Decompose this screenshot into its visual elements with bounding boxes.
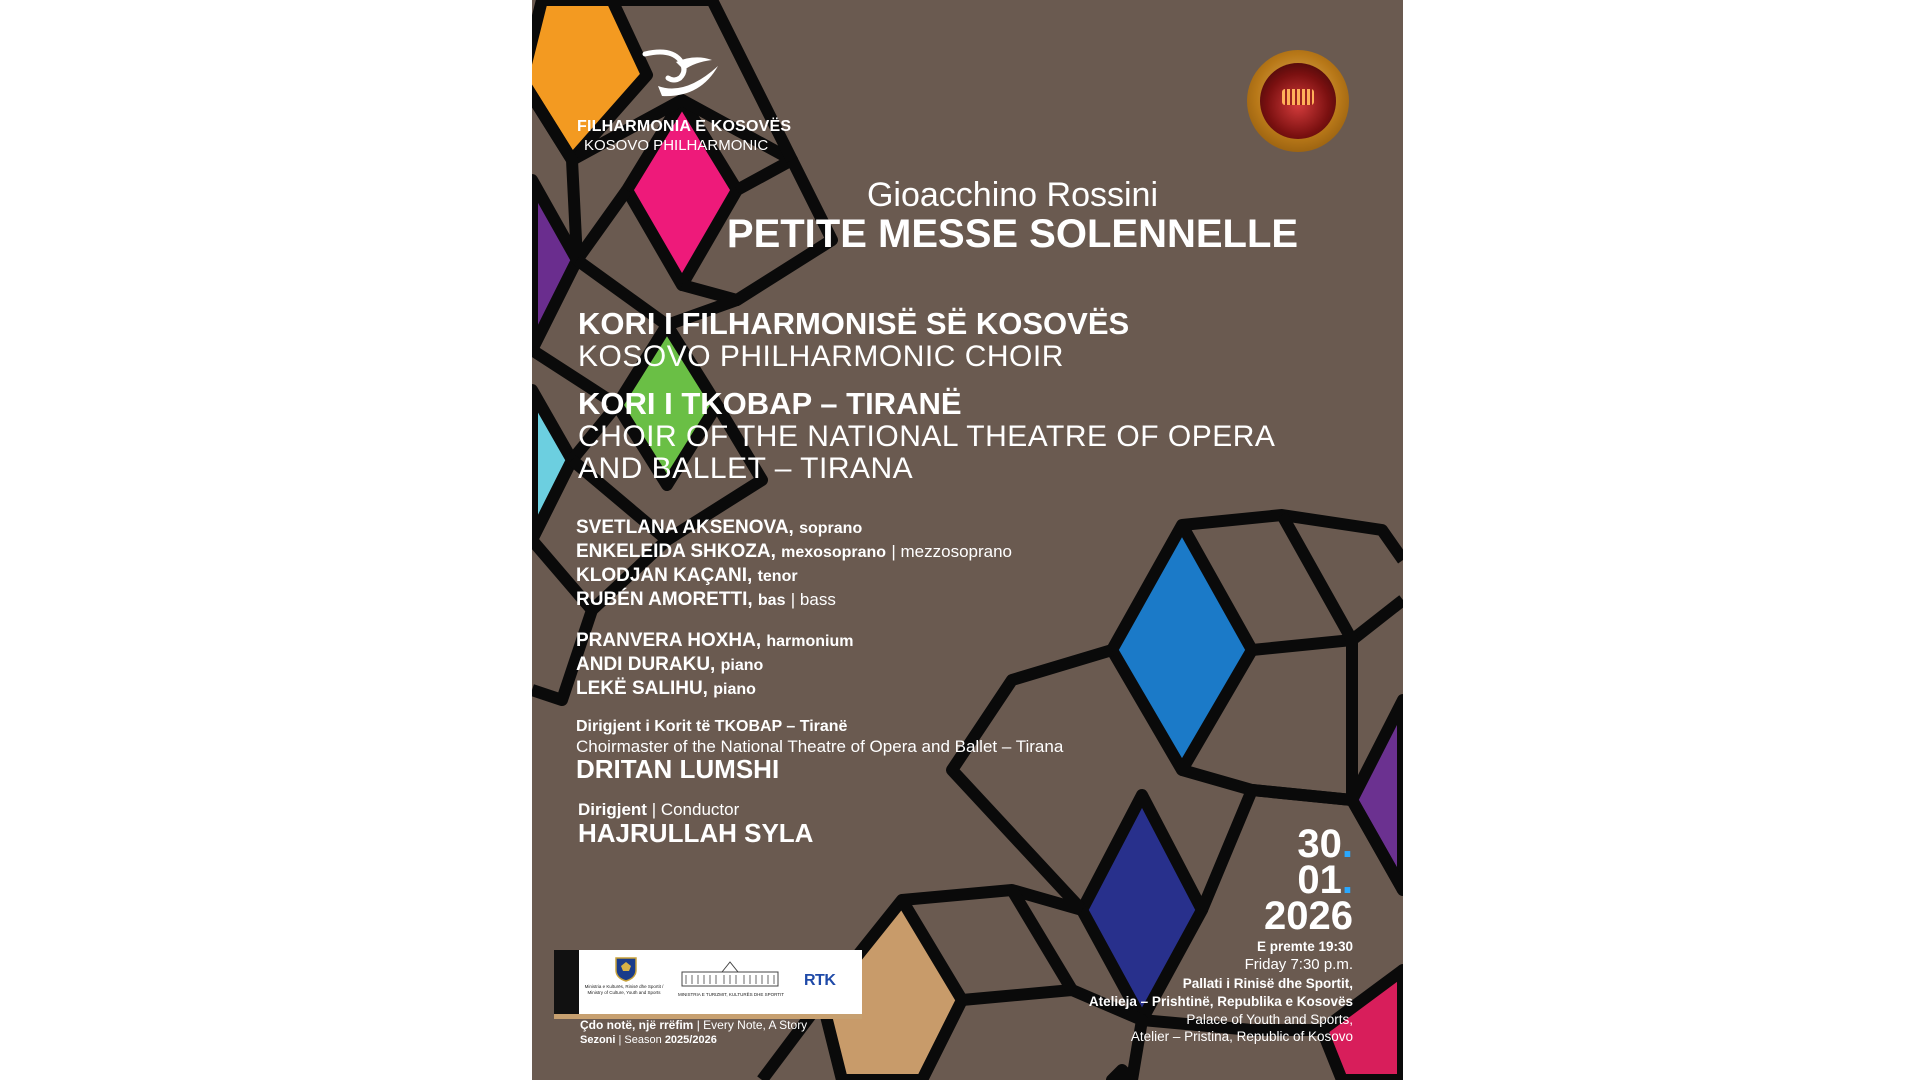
instrumentalist-role: piano bbox=[720, 657, 764, 674]
choir-1-name-sq: KORI I FILHARMONISË SË KOSOVËS bbox=[578, 306, 1130, 341]
cube-facet-violet bbox=[1352, 700, 1403, 890]
event-day-value: 30 bbox=[1297, 822, 1342, 866]
venue-sq-line1: Pallati i Rinisë dhe Sportit, bbox=[1182, 976, 1353, 991]
soloist-role: bas bbox=[757, 592, 786, 609]
instrumentalist-row bbox=[576, 654, 763, 676]
instrumentalist-name: LEKË SALIHU, bbox=[576, 678, 708, 699]
concert-hall-badge-icon bbox=[1247, 50, 1349, 152]
conductor-label bbox=[578, 800, 739, 820]
conductor-label-sq: Dirigjent bbox=[578, 800, 647, 819]
sponsor-strip bbox=[554, 950, 862, 1014]
conductor-label-en: | Conductor bbox=[651, 800, 740, 819]
season-years: 2025/2026 bbox=[664, 1034, 717, 1046]
rtk-logo bbox=[804, 972, 835, 990]
choir-2-name-en-line2: AND BALLET – TIRANA bbox=[578, 452, 914, 485]
choirmaster-name: DRITAN LUMSHI bbox=[576, 754, 780, 784]
soloist-name: RUBÉN AMORETTI, bbox=[576, 589, 753, 610]
soloist-role: soprano bbox=[799, 520, 863, 537]
composer-name: Gioacchino Rossini bbox=[866, 176, 1159, 214]
cube-facet-orange bbox=[532, 0, 647, 160]
cube-facet-cyan bbox=[532, 390, 572, 540]
ministry-culture-text: Ministria e Kulturës, Rinisë dhe Sportit / Ministry of Culture, Youth and Sports bbox=[584, 984, 664, 995]
ministry-building-icon bbox=[680, 958, 780, 988]
event-day bbox=[1297, 822, 1353, 866]
soloist-role-en: | mezzosoprano bbox=[891, 542, 1013, 561]
soloist-name: SVETLANA AKSENOVA, bbox=[576, 517, 794, 538]
logo-name-en: KOSOVO PHILHARMONIC bbox=[584, 137, 769, 154]
choirmaster-label-sq: Dirigjent i Korit të TKOBAP – Tiranë bbox=[576, 718, 848, 735]
rtk-label: RTK bbox=[804, 972, 836, 989]
slogan-en: | Every Note, A Story bbox=[696, 1018, 808, 1032]
season-label-sq: Sezoni bbox=[580, 1034, 616, 1046]
event-month bbox=[1297, 858, 1353, 902]
cube-facet-blue bbox=[1112, 525, 1252, 770]
slogan-sq: Çdo notë, një rrëfim bbox=[580, 1018, 694, 1032]
season-label-en: | Season bbox=[618, 1034, 662, 1046]
event-time-sq: E premte 19:30 bbox=[1256, 939, 1353, 954]
kosovo-coat-of-arms-icon bbox=[614, 956, 638, 982]
season-line bbox=[580, 1034, 717, 1046]
conductor-name: HAJRULLAH SYLA bbox=[578, 818, 814, 848]
concert-poster bbox=[532, 0, 1403, 1080]
work-title: PETITE MESSE SOLENNELLE bbox=[726, 212, 1299, 256]
venue-en-line1: Palace of Youth and Sports, bbox=[1186, 1012, 1353, 1027]
choir-2-name-en-line1: CHOIR OF THE NATIONAL THEATRE OF OPERA bbox=[578, 420, 1276, 453]
soloist-name: ENKELEIDA SHKOZA, bbox=[576, 541, 776, 562]
choir-1-name-en: KOSOVO PHILHARMONIC CHOIR bbox=[578, 340, 1064, 373]
venue-en-line2: Atelier – Pristina, Republic of Kosovo bbox=[1130, 1029, 1353, 1044]
logo-name-sq: FILHARMONIA E KOSOVËS bbox=[577, 118, 792, 135]
soloist-row bbox=[576, 589, 836, 611]
instrumentalist-name: ANDI DURAKU, bbox=[576, 654, 716, 675]
date-dot: . bbox=[1341, 858, 1353, 902]
instrumentalist-role: piano bbox=[713, 681, 756, 698]
soloist-name: KLODJAN KAÇANI, bbox=[576, 565, 753, 586]
kosovo-philharmonic-logo-icon bbox=[640, 48, 730, 106]
soloist-row bbox=[576, 517, 862, 539]
event-year: 2026 bbox=[1264, 894, 1353, 938]
event-time-en: Friday 7:30 p.m. bbox=[1244, 956, 1353, 973]
instrumentalist-row bbox=[576, 678, 756, 700]
event-month-value: 01 bbox=[1297, 858, 1342, 902]
choir-2-name-sq: KORI I TKOBAP – TIRANË bbox=[578, 386, 962, 421]
soloist-role-en: | bass bbox=[790, 590, 836, 609]
ministry-tourism-text: MINISTRIA E TURIZMIT, KULTURËS DHE SPORTIT bbox=[677, 992, 784, 997]
soloist-role: mexosoprano bbox=[781, 544, 887, 561]
instrumentalist-name: PRANVERA HOXHA, bbox=[576, 630, 762, 651]
date-dot: . bbox=[1341, 822, 1353, 866]
slogan bbox=[580, 1018, 807, 1032]
instrumentalist-row bbox=[576, 630, 854, 652]
soloist-row bbox=[576, 541, 1012, 563]
instrumentalist-role: harmonium bbox=[766, 633, 854, 650]
choirmaster-label-en: Choirmaster of the National Theatre of Opera and Ballet – Tirana bbox=[576, 737, 1064, 756]
soloist-role: tenor bbox=[757, 568, 798, 585]
venue-sq-line2: Atelieja – Prishtinë, Republika e Kosovës bbox=[1088, 994, 1353, 1009]
soloist-row bbox=[576, 565, 798, 587]
